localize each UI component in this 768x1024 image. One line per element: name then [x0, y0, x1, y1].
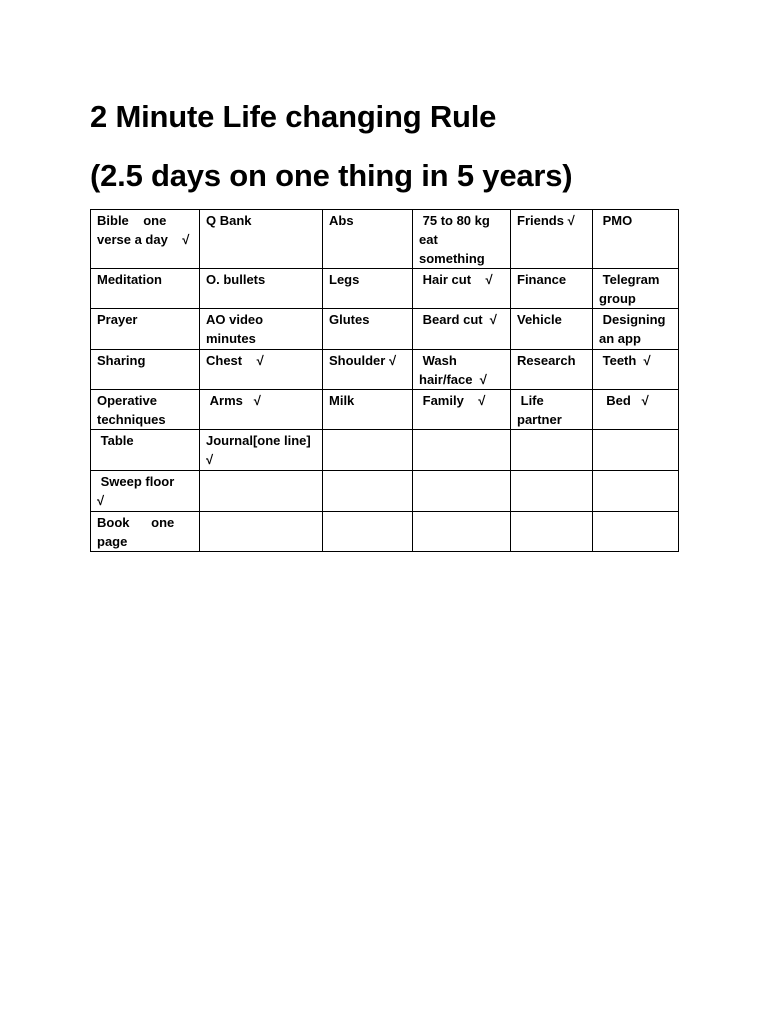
- table-row: [91, 210, 679, 269]
- table-cell: [511, 430, 593, 471]
- table-cell: Chest √: [200, 350, 323, 390]
- table-cell: [200, 471, 323, 512]
- table-cell: [511, 471, 593, 512]
- table-cell: Research: [511, 350, 593, 390]
- table-cell: Finance: [511, 269, 593, 309]
- table-cell: Teeth √: [593, 350, 679, 390]
- table-cell: Milk: [323, 390, 413, 430]
- table-cell: Abs: [323, 210, 413, 269]
- habits-table: [90, 209, 679, 552]
- table-cell: Journal[one line] √: [200, 430, 323, 471]
- document-subtitle: (2.5 days on one thing in 5 years): [90, 158, 573, 193]
- table-cell: Designing an app: [593, 309, 679, 350]
- table-cell: Legs: [323, 269, 413, 309]
- table-cell: Friends √: [511, 210, 593, 269]
- table-row: [91, 390, 679, 430]
- table-cell: Glutes: [323, 309, 413, 350]
- table-cell: Meditation: [91, 269, 200, 309]
- table-cell: Hair cut √: [413, 269, 511, 309]
- table-cell: Book one page: [91, 512, 200, 552]
- table-cell: Q Bank: [200, 210, 323, 269]
- table-row: [91, 512, 679, 552]
- table-row: [91, 269, 679, 309]
- table-cell: 75 to 80 kg eat something: [413, 210, 511, 269]
- table-row: [91, 471, 679, 512]
- table-cell: Family √: [413, 390, 511, 430]
- table-cell: Arms √: [200, 390, 323, 430]
- table-cell: Shoulder √: [323, 350, 413, 390]
- table-cell: [413, 430, 511, 471]
- table-cell: Life partner: [511, 390, 593, 430]
- table-cell: [323, 512, 413, 552]
- table-cell: Table: [91, 430, 200, 471]
- table-cell: Operative techniques: [91, 390, 200, 430]
- table-cell: Wash hair/face √: [413, 350, 511, 390]
- table-cell: Vehicle: [511, 309, 593, 350]
- table-row: [91, 350, 679, 390]
- table-cell: [323, 471, 413, 512]
- table-cell: Sharing: [91, 350, 200, 390]
- table-cell: Bible one verse a day √: [91, 210, 200, 269]
- table-cell: AO video minutes: [200, 309, 323, 350]
- table-cell: [413, 471, 511, 512]
- document-title: 2 Minute Life changing Rule: [90, 99, 497, 134]
- table-cell: Beard cut √: [413, 309, 511, 350]
- table-cell: [511, 512, 593, 552]
- table-row: [91, 430, 679, 471]
- table-cell: [413, 512, 511, 552]
- table-cell: [323, 430, 413, 471]
- table-cell: [200, 512, 323, 552]
- table-cell: [593, 471, 679, 512]
- table-cell: [593, 512, 679, 552]
- table-row: [91, 309, 679, 350]
- table-cell: Telegram group: [593, 269, 679, 309]
- table-cell: PMO: [593, 210, 679, 269]
- table-cell: [593, 430, 679, 471]
- table-cell: O. bullets: [200, 269, 323, 309]
- table-cell: Bed √: [593, 390, 679, 430]
- table-cell: Prayer: [91, 309, 200, 350]
- table-cell: Sweep floor √: [91, 471, 200, 512]
